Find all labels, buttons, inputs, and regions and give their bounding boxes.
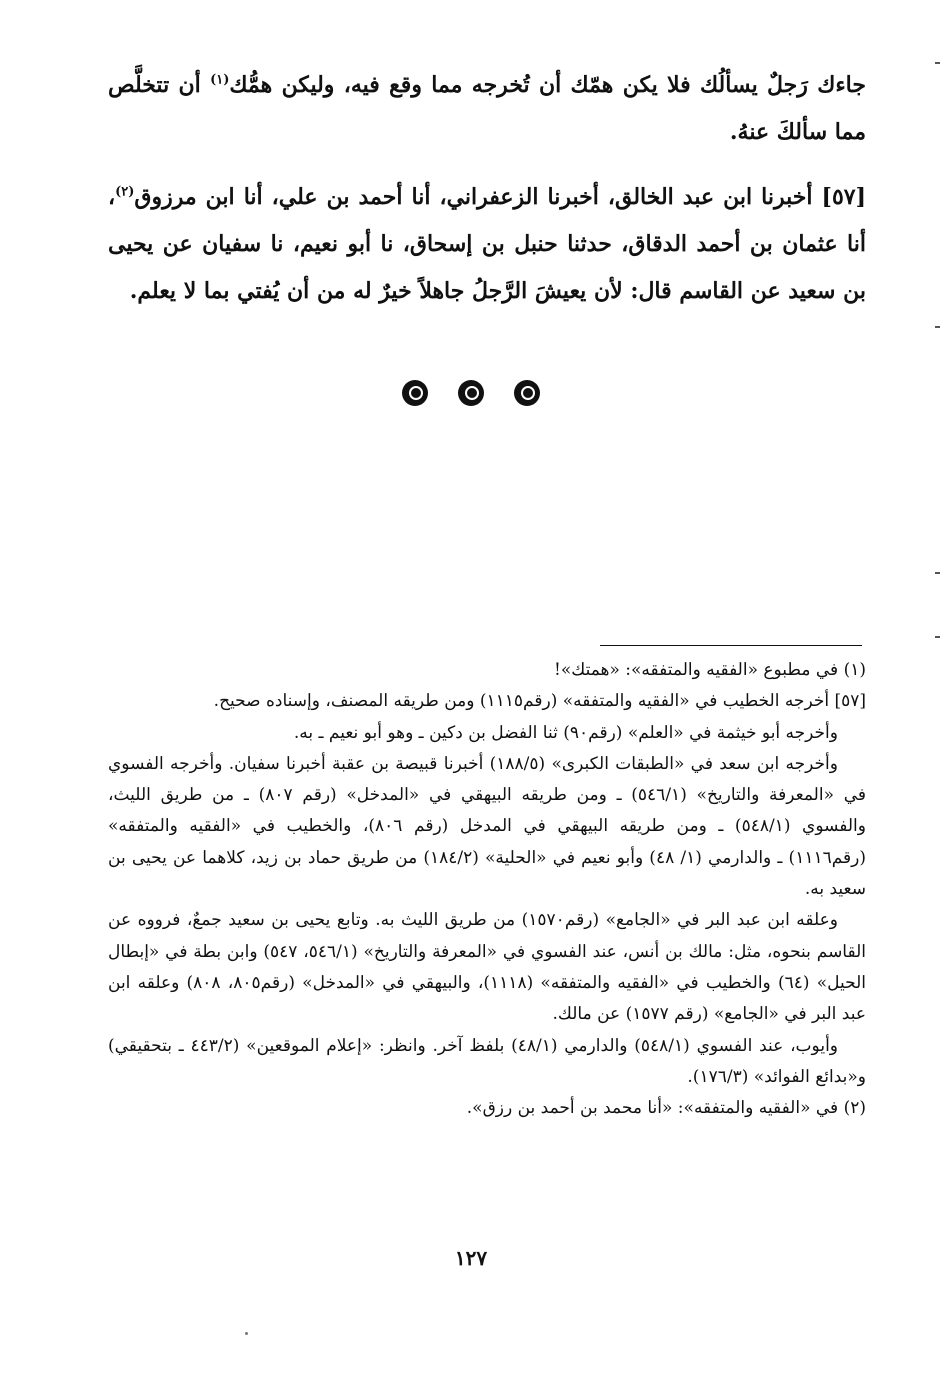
footnote-57-ibn-saad: وأخرجه ابن سعد في «الطبقات الكبرى» (١٨٨/٥) أخبرنا قبيصة بن عقبة أخبرنا سفيان. وأخرجه الفسوي في «المعرفة والتاريخ» (٥٤٦/١) ـ ومن طريقه البيهقي في «المدخل» (رقم ٨٠٧) ـ من طريق الليث، والفسوي (٥٤٨/١) ـ ومن طريقه البيهقي في المدخل (رقم ٨٠٦)، والخطيب في «الفقيه والمتفقه» (رقم١١١٦) ـ والدارمي (١/ ٤٨) وأبو نعيم في «الحلية» (١٨٤/٢) من طريق حماد بن زيد، كلاهما عن يحيى بن سعيد به.: [108, 753, 867, 900]
ornament-icon: [458, 380, 484, 406]
footnote-57-abu-khaythama: وأخرجه أبو خيثمة في «العلم» (رقم٩٠) ثنا الفضل بن دكين ـ وهو أبو نعيم ـ به.: [293, 722, 838, 743]
footnote-57-ibn-abd-al-barr: وعلقه ابن عبد البر في «الجامع» (رقم١٥٧٠) من طريق الليث به. وتابع يحيى بن سعيد جمعٌ، فرووه عن القاسم بنحوه، مثل: مالك بن أنس، عند الفسوي في «المعرفة والتاريخ» (٥٤٦/١، ٥٤٧) وابن بطة في «إبطال الحيل» (٦٤) والخطيب في «الفقيه والمتفقه» (١١١٨)، والبيهقي في «المدخل» (رقم٨٠٥، ٨٠٨) وعلقه ابن عبد البر في «الجامع» (رقم ١٥٧٧) عن مالك.: [108, 910, 867, 1025]
ornament-icon: [402, 380, 428, 406]
paragraph-57: [108, 174, 866, 315]
main-text: [108, 62, 866, 333]
footnote-separator: [600, 645, 862, 646]
ornament-icon: [514, 380, 540, 406]
margin-mark: [935, 62, 940, 64]
scan-speck: [245, 1332, 248, 1335]
footnote-1: (١) في مطبوع «الفقيه والمتفقه»: «همتك»!: [554, 660, 866, 680]
paragraph-1-text-b: أن تتخلَّص مما سألكَ عنهُ.: [108, 72, 866, 145]
paragraph-57-text-a: [٥٧] أخبرنا ابن عبد الخالق، أخبرنا الزعفراني، أنا أحمد بن علي، أنا ابن مرزوق: [134, 184, 867, 210]
margin-mark: [935, 636, 940, 638]
page-number: ١٢٧: [454, 1246, 488, 1270]
footnote-ref-2[interactable]: (٢): [115, 184, 135, 200]
footnote-ref-1[interactable]: (١): [210, 72, 230, 88]
margin-mark: [935, 572, 940, 574]
footnotes: [108, 655, 866, 1124]
paragraph-1-text-a: جاءك رَجلٌ يسألُك فلا يكن همّك أن تُخرجه مما وقع فيه، وليكن همُّك: [229, 72, 866, 98]
footnote-2: (٢) في «الفقيه والمتفقه»: «أنا محمد بن أحمد بن رزق».: [466, 1098, 866, 1119]
footnote-57-source: [٥٧] أخرجه الخطيب في «الفقيه والمتفقه» (رقم١١١٥) ومن طريقه المصنف، وإسناده صحيح.: [213, 691, 866, 712]
section-divider-ornaments: [0, 380, 942, 406]
footnote-57-ayyub: وأيوب، عند الفسوي (٥٤٨/١) والدارمي (٤٨/١) بلفظ آخر. وانظر: «إعلام الموقعين» (٤٤٣/٢ ـ بتحقيقي) و«بدائع الفوائد» (١٧٦/٣).: [108, 1035, 866, 1087]
margin-mark: [935, 326, 940, 328]
paragraph-1: [108, 62, 866, 156]
paragraph-57-text-b: ، أنا عثمان بن أحمد الدقاق، حدثنا حنبل بن إسحاق، نا أبو نعيم، نا سفيان عن يحيى بن سعيد عن القاسم قال: لأن يعيشَ الرَّجلُ جاهلاً خيرٌ له من أن يُفتي بما لا يعلم.: [108, 184, 866, 304]
